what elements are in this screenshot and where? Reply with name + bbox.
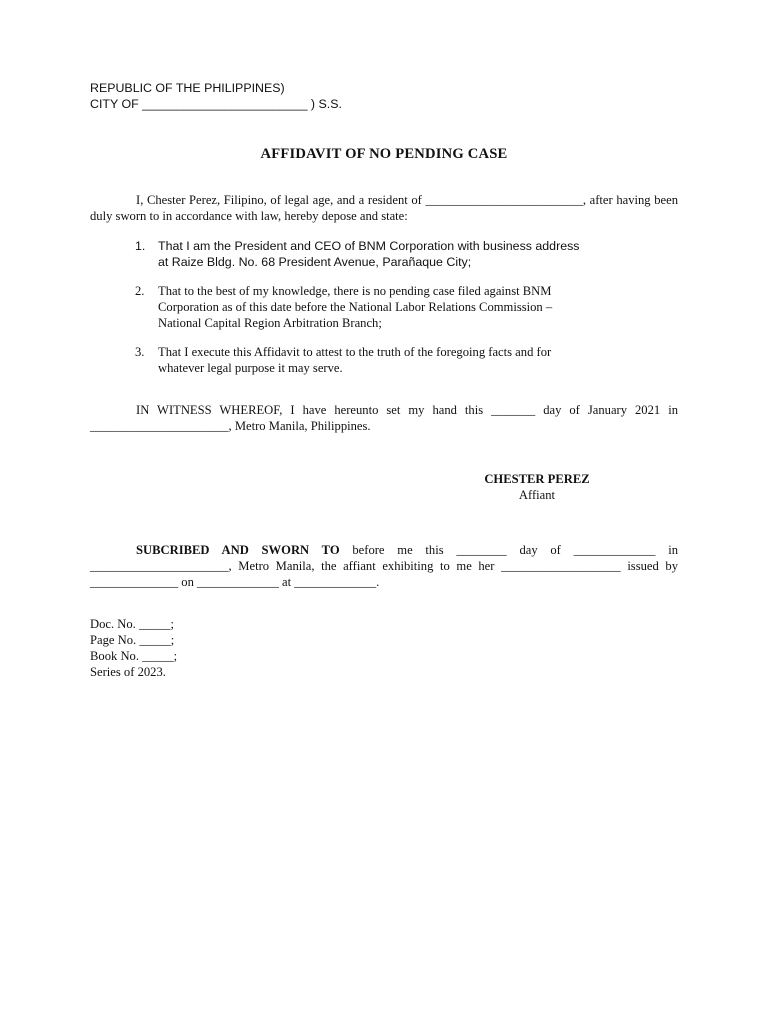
page-number: Page No. _____; (90, 633, 175, 647)
document-title: AFFIDAVIT OF NO PENDING CASE (260, 146, 508, 162)
caption-city: CITY OF ________________________ ) S.S. (90, 97, 342, 111)
affiant-role: Affiant (518, 488, 556, 502)
jurat-paragraph (90, 542, 682, 590)
list-item-line: That I am the President and CEO of BNM Corporation with business address (158, 239, 580, 253)
list-item-2 (135, 283, 635, 331)
list-item-line: at Raize Bldg. No. 68 President Avenue, Parañaque City; (158, 255, 472, 269)
list-item-number: 2. (135, 284, 145, 298)
list-item-1 (135, 238, 635, 270)
affiant-name: CHESTER PEREZ (484, 472, 590, 486)
list-item-line: Corporation as of this date before the National Labor Relations Commission – (158, 300, 553, 314)
list-item-line: National Capital Region Arbitration Branch; (158, 316, 382, 330)
intro-paragraph: I, Chester Perez, Filipino, of legal age, and a resident of _________________________, after having been duly sworn to in accordance with law, hereby depose and state: (90, 193, 682, 223)
notarial-register (90, 616, 678, 680)
list-item-line: That I execute this Affidavit to attest to the truth of the foregoing facts and for (158, 345, 552, 359)
list-item-number: 3. (135, 345, 145, 359)
series-year: Series of 2023. (90, 665, 166, 679)
list-item-line: whatever legal purpose it may serve. (158, 361, 343, 375)
list-item-number: 1. (135, 239, 146, 253)
affiant-signature-block (470, 471, 604, 503)
jurat-heading: SUBCRIBED AND SWORN TO (136, 543, 340, 557)
doc-number: Doc. No. _____; (90, 617, 174, 631)
book-number: Book No. _____; (90, 649, 178, 663)
caption-republic: REPUBLIC OF THE PHILIPPINES) (90, 81, 285, 95)
list-item-3 (135, 344, 635, 376)
venue-caption (90, 80, 678, 112)
jurat-text: before me this ________ day of _____________ in ______________________, Metro Manila, the affiant exhibiting to me her ___________________ issued by ______________ on _____________ at _____________. (90, 543, 682, 589)
list-item-line: That to the best of my knowledge, there is no pending case filed against BNM (158, 284, 552, 298)
witness-paragraph: IN WITNESS WHEREOF, I have hereunto set my hand this _______ day of January 2021 in ______________________, Metro Manila, Philippines. (90, 403, 682, 433)
